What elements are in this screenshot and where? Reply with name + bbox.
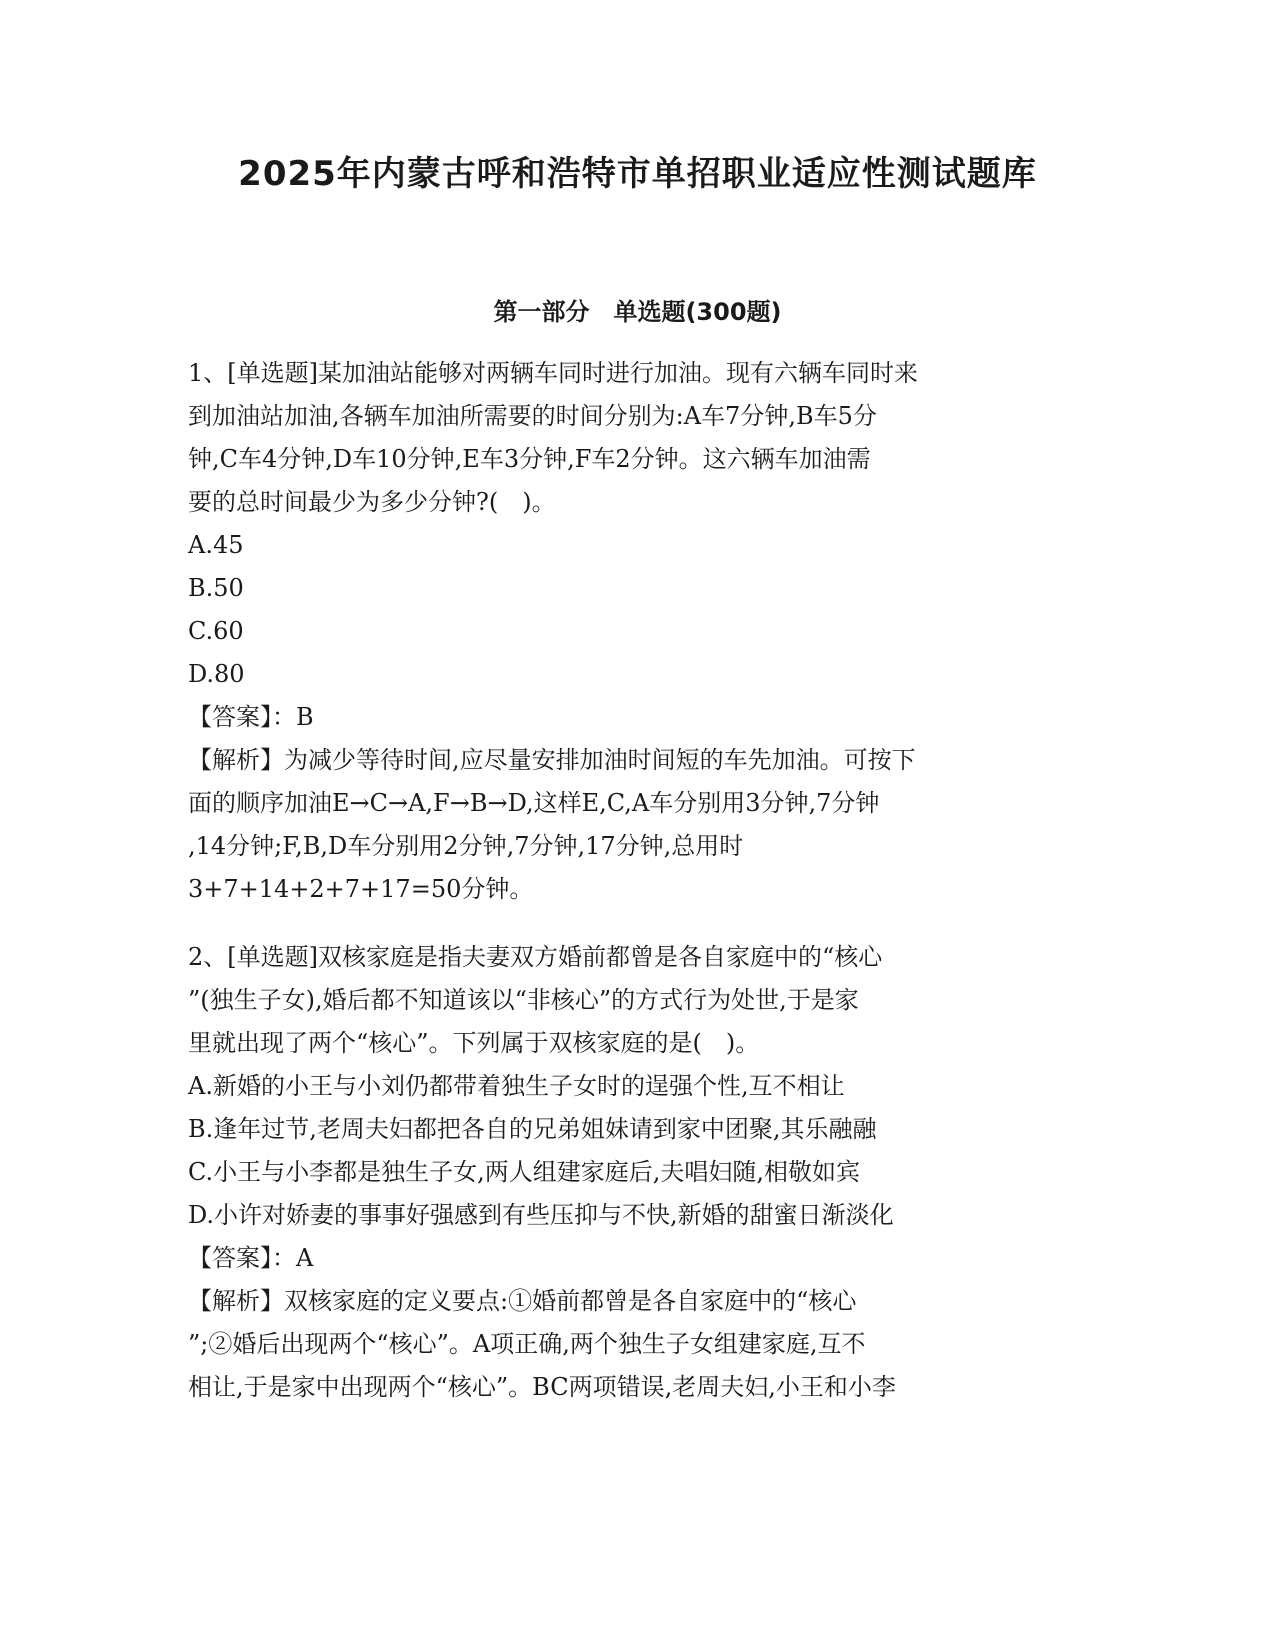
analysis-line: 相让,于是家中出现两个“核心”。BC两项错误,老周夫妇,小王和小李 [188,1373,896,1401]
question-2 [188,936,1088,1409]
answer-line: 【答案】：B [188,703,314,731]
option-c: C.小王与小李都是独生子女,两人组建家庭后,夫唱妇随,相敬如宾 [188,1158,861,1186]
option-d: D.小许对娇妻的事事好强感到有些压抑与不快,新婚的甜蜜日渐淡化 [188,1201,894,1229]
analysis-line: 【解析】双核家庭的定义要点:①婚前都曾是各自家庭中的“核心 [188,1287,857,1315]
option-d: D.80 [188,660,245,688]
question-stem-line: 2、[单选题]双核家庭是指夫妻双方婚前都曾是各自家庭中的“核心 [188,943,883,971]
question-stem-line: 里就出现了两个“核心”。下列属于双核家庭的是( )。 [188,1029,760,1057]
option-a: A.新婚的小王与小刘仍都带着独生子女时的逞强个性,互不相让 [188,1072,845,1100]
answer-line: 【答案】：A [188,1244,314,1272]
analysis-line: 【解析】为减少等待时间,应尽量安排加油时间短的车先加油。可按下 [188,746,916,774]
question-1 [188,352,1088,911]
option-a: A.45 [188,531,244,559]
analysis-line: 3+7+14+2+7+17=50分钟。 [188,875,534,903]
page-title: 2025年内蒙古呼和浩特市单招职业适应性测试题库 [238,154,1037,194]
question-stem-line: 到加油站加油,各辆车加油所需要的时间分别为:A车7分钟,B车5分 [188,402,877,430]
analysis-line: ,14分钟;F,B,D车分别用2分钟,7分钟,17分钟,总用时 [188,832,744,860]
analysis-line: ”;②婚后出现两个“核心”。A项正确,两个独生子女组建家庭,互不 [188,1330,866,1358]
option-c: C.60 [188,617,244,645]
analysis-line: 面的顺序加油E→C→A,F→B→D,这样E,C,A车分别用3分钟,7分钟 [188,789,880,817]
section-heading: 第一部分 单选题(300题) [493,298,782,326]
question-stem-line: 1、[单选题]某加油站能够对两辆车同时进行加油。现有六辆车同时来 [188,359,918,387]
option-b: B.逢年过节,老周夫妇都把各自的兄弟姐妹请到家中团聚,其乐融融 [188,1115,877,1143]
question-stem-line: ”(独生子女),婚后都不知道该以“非核心”的方式行为处世,于是家 [188,986,859,1014]
question-stem-line: 钟,C车4分钟,D车10分钟,E车3分钟,F车2分钟。这六辆车加油需 [188,445,871,473]
option-b: B.50 [188,574,244,602]
question-stem-line: 要的总时间最少为多少分钟?( )。 [188,488,556,516]
